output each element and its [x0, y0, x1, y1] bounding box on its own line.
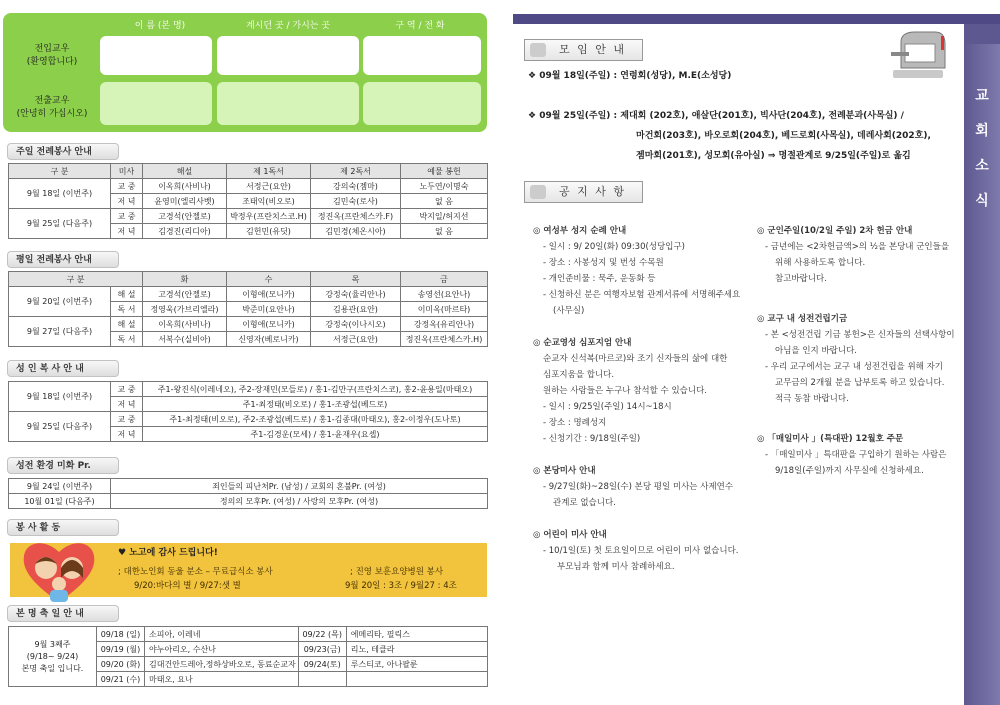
- adult-table: 9월 18일 (이번주) 교 중 주1-왕진식(이레네오), 주2-장재민(모들로) / 홍1-김만구(프란치스코), 홍2-윤용일(마태오) 저 녁 주1-최정태(비오로) / 홍1-조광섭(베드로) 9월 25일 (다음주) 교 중 주1-최정태(비오로), 주2-조광섭(베드로) / 홍1-김종대(마태오), 홍2-이정우(도나토) 저 녁 주1-김경운(모세) / 홍1-윤재우(요셉): [8, 381, 488, 442]
- volunteer-right-2: 9월 20일 : 3조 / 9월27 : 4조: [345, 581, 457, 591]
- volunteer-left-1: ; 대한노인회 동울 분소 – 무료급식소 봉사: [118, 567, 273, 577]
- notice-title: 공 지 사 항: [524, 181, 643, 203]
- sidebar-char-2: 회: [975, 123, 989, 139]
- volunteer-thanks: ♥ 노고에 감사 드립니다!: [118, 548, 218, 558]
- sunday-table: 구 분 미사 해설 제 1독서 제 2독서 예물 봉헌 9월 18일 (이번주) 교 중 이옥희(사비나) 서정근(요안) 강의숙(젬마) 노두연/이명숙 저 녁 윤영미(엘리사벳) 조태익(비오로) 김민숙(로사) 없 음 9월 25일 (다음주) 교 중 고경석(안젤로) 박정우(프란치스코.H) 정진옥(프란체스카.F) 박지일/허지선 저 녁 김경진(리디아) 김헌민(유딧) 김민경(체온시아) 없 음: [8, 163, 488, 239]
- meeting-line-2: ❖ 09월 25일(주일) : 제대회 (202호), 애살단(201호), 빅사단(204호), 전례분과(사목실) /: [528, 111, 904, 121]
- sidebar-char-4: 식: [975, 193, 989, 209]
- mailbox-icon: [885, 30, 951, 88]
- out-place-cell: [217, 82, 359, 125]
- top-bar: [513, 14, 1000, 24]
- feast-title: 본 명 축 일 안 내: [7, 605, 119, 622]
- sidebar: [964, 44, 1000, 705]
- family-illustration-icon: [20, 534, 98, 606]
- meeting-line-4: 젬마회(201호), 성모회(유아실) ⇒ 명절관계로 9/25일(주일)로 옮김: [636, 151, 911, 161]
- out-district-cell: [363, 82, 481, 125]
- transfer-in-label: 전입교우 (환영합니다): [26, 44, 78, 67]
- in-place-cell: [217, 36, 359, 75]
- weekday-table: 구 분 화 수 목 금 9월 20일 (이번주) 해 설 고경석(안젤로) 이형애(모니카) 강정숙(율리안나) 송영선(요안나) 독 서 정영욱(가브리엘라) 박준미(요안나) 김용관(요안) 이미옥(마르타) 9월 27일 (다음주) 해 설 이옥희(사비나) 이형애(모니카) 강정숙(이나시오) 강정옥(유리안나) 독 서 서복수(실비아) 신영자(베로니카) 서정근(요안) 정진옥(프란체스카.H): [8, 271, 488, 347]
- notice-col-1: ◎ 여성부 성지 순례 안내 - 일시 : 9/ 20일(화) 09:30(성당입구) - 장소 : 사봉성지 및 번성 수목원 - 개인준비물 : 묵주, 운동화 등 - 신청하신 분은 여행자보험 관계서류에 서명해주세요 (사무실) ◎ 순교영성 심포지엄 안내 순교자 신석복(마르코)와 조기 신자들의 삶에 대한 심포지움을 합니다. 원하는 사람들은 누구나 참석할 수 있습니다. - 일시 : 9/25일(주일) 14시~18시 - 장소 : 명례성지 - 신청기간 : 9/18일(주일) ◎ 본당미사 안내 - 9/27일(화)~28일(수) 본당 평일 미사는 사제연수 관계로 없습니다. ◎ 어린이 미사 안내 - 10/1일(토) 첫 토요일이므로 어린이 미사 없습니다. 부모님과 함께 미사 참례하세요.: [533, 226, 741, 572]
- notice-title-icon: [530, 185, 546, 199]
- weekday-title: 평일 전례봉사 안내: [7, 251, 119, 268]
- header-place: 계시던 곳 / 가시는 곳: [245, 21, 331, 31]
- in-name-cell: [100, 36, 212, 75]
- volunteer-left-2: 9/20:바다의 별 / 9/27:샛 별: [134, 581, 241, 591]
- volunteer-title: 봉 사 활 동: [7, 519, 119, 536]
- meeting-title-icon: [530, 43, 546, 57]
- environment-table: 9월 24일 (이번주) 죄인들의 피난처Pr. (남성) / 교회의 혼불Pr. (여성) 10월 01일 (다음주) 정의의 모후Pr. (여성) / 사랑의 모후Pr. (여성): [8, 478, 488, 509]
- transfer-out-label: 전출교우 (안녕히 가십시오): [16, 96, 88, 119]
- sunday-title: 주일 전례봉사 안내: [7, 143, 119, 160]
- volunteer-right-1: ; 진영 보훈요양병원 봉사: [350, 567, 444, 577]
- notice-col-2: ◎ 군인주일(10/2일 주일) 2차 헌금 안내 - 금년에는 <2차헌금액>의 ½을 본당내 군인들을 위해 사용하도록 합니다. 참고바랍니다. ◎ 교구 내 성전건립기금 - 본 <성전건립 기금 봉헌>은 신자들의 선택사항이 아님을 인지 바랍니다. - 우리 교구에서는 교구 내 성전건립을 위해 자기 교무금의 2개월 분을 납부토록 하고 있습니다. 적극 동참 바랍니다. ◎ 「매일미사 」(특대판) 12월호 주문 - 「매일미사 」특대판을 구입하기 원하는 사람은 9/18일(주일)까지 사무실에 신청하세요.: [757, 226, 955, 476]
- header-district: 구 역 / 전 화: [395, 21, 445, 31]
- meeting-line-1: ❖ 09월 18일(주일) : 연령회(성당), M.E(소성당): [528, 71, 732, 81]
- sidebar-char-1: 교: [975, 88, 989, 104]
- adult-title: 성 인 복 사 안 내: [7, 360, 119, 377]
- meeting-line-3: 마건회(203호), 바오로회(204호), 베드로회(사목실), 데레사회(202호),: [636, 131, 931, 141]
- meeting-title: 모 임 안 내: [524, 39, 643, 61]
- feast-table: 9월 3째주 (9/18~ 9/24) 본명 축일 입니다. 09/18 (일) 소피아, 이레네 09/22 (목) 에메리타, 필릭스 09/19 (월) 야누아리오, 수산나 09/23(금) 리노, 테클라 09/20 (화) 김대건안드레아,정하상바오로, 동료순교자 09/24(토) 루스티코, 아나팔룬 09/21 (수) 마태오, 요나: [8, 626, 488, 687]
- feast-week-label: 9월 3째주 (9/18~ 9/24) 본명 축일 입니다.: [9, 627, 97, 687]
- header-name: 이 름 (본 명): [134, 21, 186, 31]
- out-name-cell: [100, 82, 212, 125]
- in-district-cell: [363, 36, 481, 75]
- environment-title: 성전 환경 미화 Pr.: [7, 457, 119, 474]
- sidebar-char-3: 소: [975, 158, 989, 174]
